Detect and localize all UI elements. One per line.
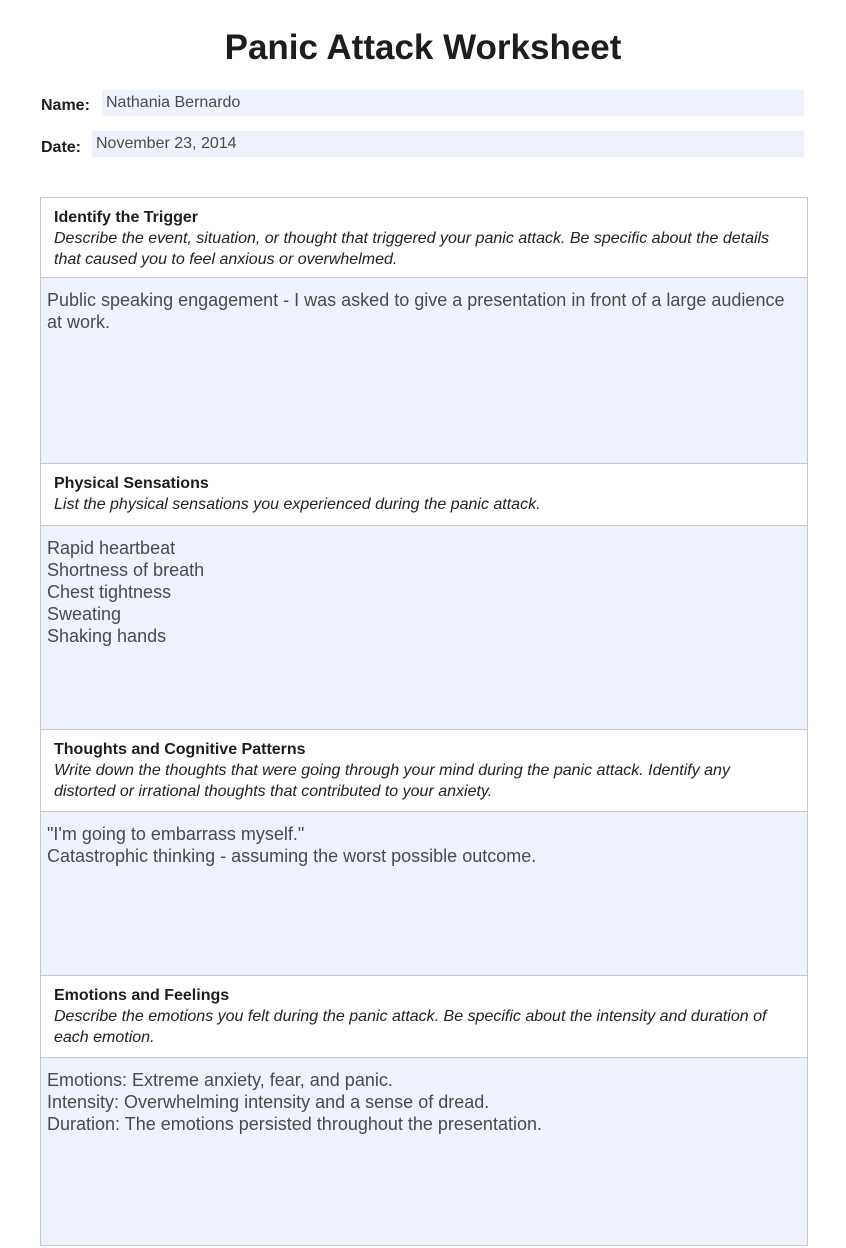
response-line: Duration: The emotions persisted throughout the presentation. (47, 1114, 542, 1134)
response-line: Sweating (47, 604, 122, 624)
response-field-emotions[interactable] (41, 1058, 807, 1246)
response-line: Chest tightness (47, 582, 172, 602)
response-field-thoughts[interactable] (41, 812, 807, 976)
response-line: Intensity: Overwhelming intensity and a sense of dread. (47, 1092, 490, 1112)
response-line: Shortness of breath (47, 560, 205, 580)
response-line: Rapid heartbeat (47, 538, 176, 558)
response-field-physical-sensations[interactable] (41, 526, 807, 730)
response-line: "I'm going to embarrass myself." (47, 824, 305, 844)
section-description: Describe the event, situation, or thought that triggered your panic attack. Be specific about the details that caused you to feel anxious or overwhelmed. (54, 230, 770, 268)
name-label: Name: (41, 97, 90, 114)
section-description: List the physical sensations you experienced during the panic attack. (54, 496, 541, 513)
section-header-emotions (41, 976, 807, 1058)
response-line: Catastrophic thinking - assuming the worst possible outcome. (47, 846, 537, 866)
response-line: Emotions: Extreme anxiety, fear, and panic. (47, 1070, 393, 1090)
date-field[interactable]: November 23, 2014 (92, 131, 804, 157)
worksheet-sections (40, 197, 808, 1246)
section-title: Emotions and Feelings (54, 987, 230, 1004)
section-header-thoughts (41, 730, 807, 812)
section-description: Describe the emotions you felt during the panic attack. Be specific about the intensity and duration of each emotion. (54, 1008, 767, 1046)
section-header-trigger (41, 198, 807, 278)
section-title: Thoughts and Cognitive Patterns (54, 741, 306, 758)
response-line: Shaking hands (47, 626, 167, 646)
section-title: Identify the Trigger (54, 209, 199, 226)
response-line: Public speaking engagement - I was asked to give a presentation in front of a large audience at work. (47, 290, 785, 332)
date-label: Date: (41, 139, 82, 156)
section-title: Physical Sensations (54, 475, 209, 492)
section-header-physical-sensations (41, 464, 807, 526)
section-description: Write down the thoughts that were going through your mind during the panic attack. Identify any distorted or irrational thoughts that contributed to your anxiety. (54, 762, 730, 800)
name-field[interactable]: Nathania Bernardo (102, 90, 804, 116)
response-field-trigger[interactable] (41, 278, 807, 464)
page-title: Panic Attack Worksheet (224, 28, 622, 67)
